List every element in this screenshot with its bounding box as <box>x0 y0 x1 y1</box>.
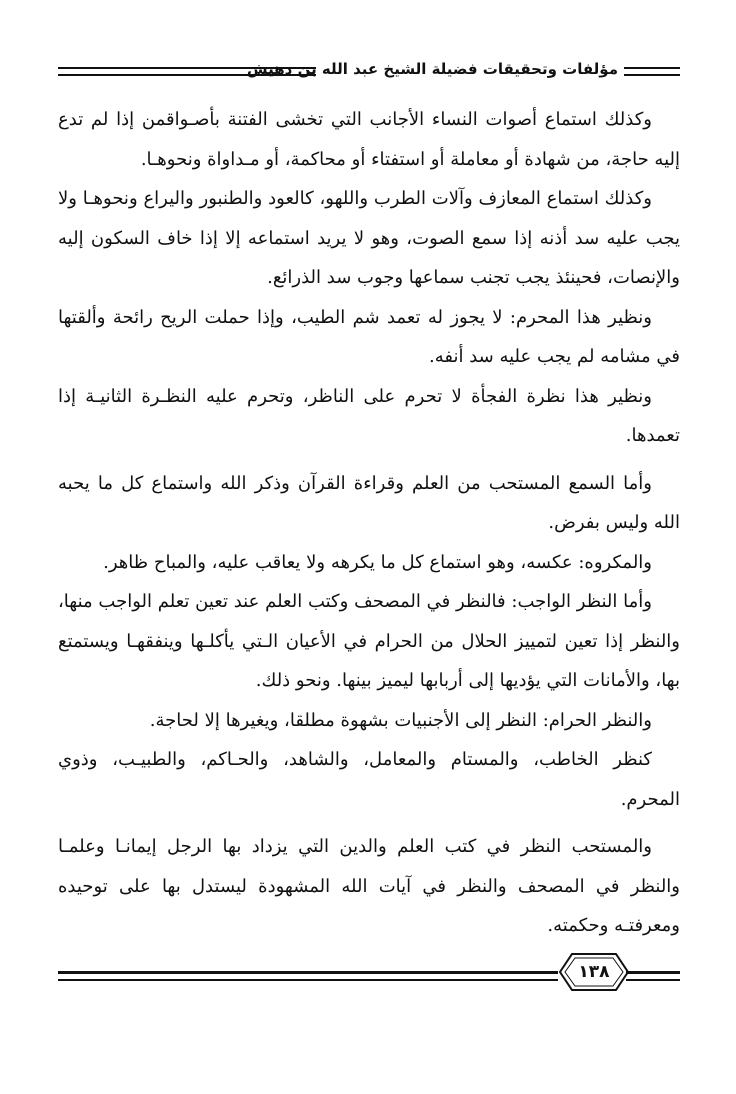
paragraph: وكذلك استماع أصوات النساء الأجانب التي تخشى الفتنة بأصـواقمن إذا لم تدع إليه حاجة، من شهادة أو معاملة أو استفتاء أو محاكمة، أو مـداواة ونحوهـا. <box>58 109 680 170</box>
paragraph: وأما النظر الواجب: فالنظر في المصحف وكتب العلم عند تعين تعلم الواجب منها، والنظر إذا تعين لتمييز الحلال من الحرام في الأعيان الـتي يأكلـها وينفقهـا ويستمتع بها، والأمانات التي يؤديها إلى أربابها ليميز بينها. ونحو ذلك. <box>58 591 680 691</box>
header-rule-right <box>624 67 680 76</box>
paragraph: ونظير هذا نظرة الفجأة لا تحرم على الناظر، وتحرم عليه النظـرة الثانيـة إذا تعمدها. <box>58 385 680 446</box>
paragraph: ونظير هذا المحرم: لا يجوز له تعمد شم الطيب، وإذا حملت الريح رائحة وألقتها في مشامه لم يجب عليه سد أنفه. <box>58 306 680 367</box>
page-number: ١٣٨ <box>578 962 610 982</box>
page-number-badge <box>558 952 630 992</box>
paragraph: والمستحب النظر في كتب العلم والدين التي يزداد بها الرجل إيمانـا وعلمـا والنظر في المصحف والنظر في آيات الله المشهودة ليستدل بها على توحيده ومعرفتـه وحكمته. <box>58 836 680 936</box>
paragraph: والنظر الحرام: النظر إلى الأجنبيات بشهوة مطلقا، ويغيرها إلا لحاجة. <box>149 709 652 731</box>
running-header <box>58 56 680 82</box>
footer-rule-right <box>626 971 680 981</box>
page-body <box>58 100 680 946</box>
paragraph: كنظر الخاطب، والمستام والمعامل، والشاهد، والحـاكم، والطبيـب، وذوي المحرم. <box>58 749 680 810</box>
paragraph: والمكروه: عكسه، وهو استماع كل ما يكرهه ولا يعاقب عليه، والمباح ظاهر. <box>103 551 652 573</box>
page-footer <box>58 950 680 998</box>
header-title: مؤلفات وتحقيقات فضيلة الشيخ عبد الله بن دهيش <box>246 60 618 78</box>
paragraph: وكذلك استماع المعازف وآلات الطرب واللهو، كالعود والطنبور واليراع ونحوهـا ولا يجب عليه سد أذنه إذا سمع الصوت، وهو لا يريد استماعه إلا إذا خاف السكون إليه والإنصات، فحينئذ يجب تجنب سماعها وجوب سد الذرائع. <box>58 188 680 288</box>
footer-rule-left <box>58 971 558 981</box>
paragraph: وأما السمع المستحب من العلم وقراءة القرآن وذكر الله واستماع كل ما يحبه الله وليس بفرض. <box>58 472 680 533</box>
